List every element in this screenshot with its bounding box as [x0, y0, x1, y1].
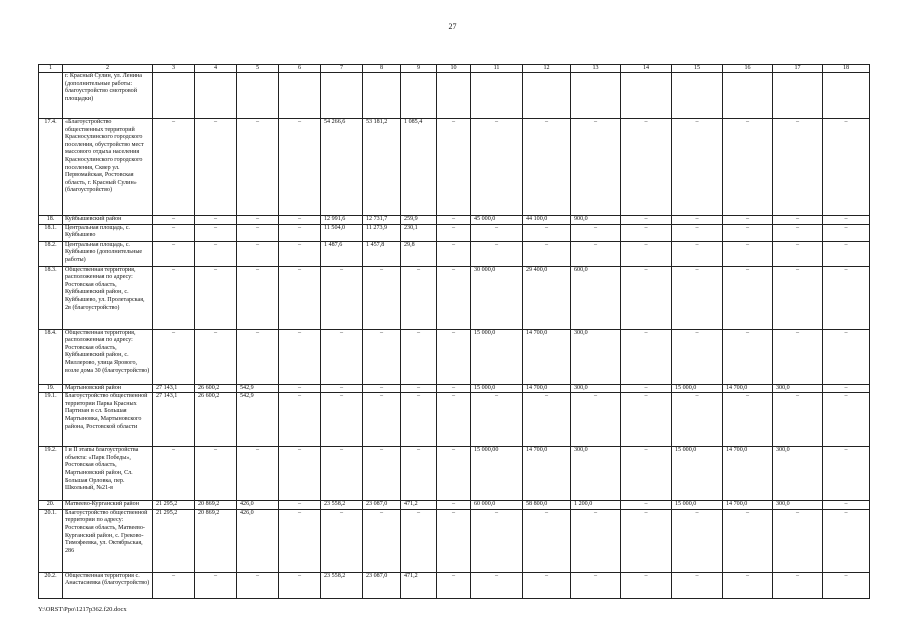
value-cell: 14 700,0 — [523, 329, 571, 384]
value-cell — [321, 73, 363, 119]
value-cell: – — [321, 384, 363, 393]
value-cell: 1 457,8 — [363, 241, 401, 266]
value-cell: 23 558,2 — [321, 572, 363, 598]
value-cell: – — [195, 572, 237, 598]
value-cell: – — [672, 509, 723, 572]
value-cell: – — [823, 119, 870, 216]
value-cell: – — [471, 119, 523, 216]
value-cell: – — [823, 216, 870, 225]
table-row — [39, 384, 870, 393]
value-cell: – — [153, 329, 195, 384]
value-cell: – — [321, 393, 363, 447]
value-cell: – — [437, 119, 471, 216]
value-cell: 1 200,0 — [571, 501, 621, 510]
row-name-cell: Благоустройство общественной территории по адресу: Ростовская область, Матвеево-Курганский район, с. Греково-Тимофеевка, ул. Октябрьская, 286 — [63, 509, 153, 572]
row-name-cell: Матвеево-Курганский район — [63, 501, 153, 510]
value-cell — [621, 73, 672, 119]
value-cell: 15 000,0 — [672, 501, 723, 510]
value-cell: – — [279, 224, 321, 241]
value-cell — [195, 73, 237, 119]
value-cell: 15 000,0 — [672, 384, 723, 393]
value-cell: – — [823, 393, 870, 447]
value-cell: – — [363, 384, 401, 393]
value-cell: – — [773, 241, 823, 266]
value-cell: – — [237, 216, 279, 225]
value-cell: – — [401, 447, 437, 501]
value-cell: – — [437, 447, 471, 501]
value-cell: – — [195, 447, 237, 501]
value-cell: – — [471, 509, 523, 572]
row-name-cell: Центральная площадь, с. Куйбышево (дополнительные работы) — [63, 241, 153, 266]
value-cell: – — [773, 572, 823, 598]
value-cell: – — [237, 119, 279, 216]
page-number: 27 — [448, 22, 457, 31]
value-cell: 15 000,0 — [471, 329, 523, 384]
value-cell: 23 558,2 — [321, 501, 363, 510]
value-cell: – — [363, 266, 401, 329]
table-row — [39, 509, 870, 572]
value-cell: – — [621, 266, 672, 329]
value-cell: 60 000,0 — [471, 501, 523, 510]
value-cell: – — [823, 266, 870, 329]
value-cell: 300,0 — [773, 384, 823, 393]
value-cell: – — [621, 447, 672, 501]
value-cell — [672, 73, 723, 119]
value-cell: 1 085,4 — [401, 119, 437, 216]
table-row — [39, 266, 870, 329]
value-cell: – — [523, 241, 571, 266]
value-cell: – — [672, 224, 723, 241]
row-name-cell: г. Красный Сулин, ул. Ленина (дополнительные работы: благоустройство смотровой площадки) — [63, 73, 153, 119]
value-cell: 12 731,7 — [363, 216, 401, 225]
value-cell: – — [773, 393, 823, 447]
value-cell: – — [823, 329, 870, 384]
value-cell: – — [621, 224, 672, 241]
value-cell: – — [363, 393, 401, 447]
value-cell: 58 800,0 — [523, 501, 571, 510]
column-header: 9 — [401, 65, 437, 73]
column-header: 5 — [237, 65, 279, 73]
value-cell: – — [672, 266, 723, 329]
column-header: 16 — [723, 65, 773, 73]
value-cell: – — [279, 119, 321, 216]
value-cell: – — [773, 266, 823, 329]
value-cell: – — [437, 572, 471, 598]
value-cell: – — [321, 266, 363, 329]
value-cell: – — [237, 329, 279, 384]
value-cell: – — [672, 119, 723, 216]
table-row — [39, 119, 870, 216]
value-cell: – — [823, 224, 870, 241]
value-cell: 14 700,0 — [723, 447, 773, 501]
value-cell: – — [523, 572, 571, 598]
value-cell: 300,0 — [571, 447, 621, 501]
row-name-cell: Общественная территория, расположенная по адресу: Ростовская область, Куйбышевский район, с. Миллерово, улица Ярового, возле дома 30 (благоустройство) — [63, 329, 153, 384]
value-cell: 14 700,0 — [523, 384, 571, 393]
value-cell: – — [523, 509, 571, 572]
column-header: 4 — [195, 65, 237, 73]
value-cell: – — [823, 509, 870, 572]
row-number-cell: 20.2. — [39, 572, 63, 598]
row-number-cell: 18.3. — [39, 266, 63, 329]
value-cell: 23 087,0 — [363, 501, 401, 510]
value-cell: – — [773, 224, 823, 241]
value-cell: – — [773, 216, 823, 225]
value-cell: 900,0 — [571, 216, 621, 225]
value-cell: 426,0 — [237, 509, 279, 572]
value-cell: – — [571, 393, 621, 447]
value-cell: 14 700,0 — [723, 501, 773, 510]
value-cell: – — [523, 119, 571, 216]
table-row — [39, 447, 870, 501]
value-cell: – — [437, 224, 471, 241]
value-cell: 21 295,2 — [153, 501, 195, 510]
value-cell: – — [195, 266, 237, 329]
row-number-cell: 20. — [39, 501, 63, 510]
value-cell: – — [153, 266, 195, 329]
value-cell: – — [621, 216, 672, 225]
row-name-cell: «Благоустройство общественных территорий Красносулинского городского поселения, обустройство мест массового отдыха населения Красносулинского городского поселения, Сквер ул. Первомайская, Ростовская область, г. Красный Сулин» (благоустройство) — [63, 119, 153, 216]
value-cell: 54 266,6 — [321, 119, 363, 216]
row-number-cell: 19.2. — [39, 447, 63, 501]
value-cell: – — [823, 447, 870, 501]
value-cell: – — [723, 266, 773, 329]
column-header: 14 — [621, 65, 672, 73]
value-cell: 44 100,0 — [523, 216, 571, 225]
value-cell: – — [237, 266, 279, 329]
value-cell — [401, 73, 437, 119]
value-cell: – — [621, 393, 672, 447]
value-cell: 23 087,0 — [363, 572, 401, 598]
table-row — [39, 241, 870, 266]
row-number-cell: 17.4. — [39, 119, 63, 216]
value-cell: – — [471, 224, 523, 241]
value-cell: – — [237, 447, 279, 501]
value-cell: – — [723, 224, 773, 241]
value-cell: – — [723, 241, 773, 266]
value-cell: – — [672, 572, 723, 598]
value-cell: 11 504,0 — [321, 224, 363, 241]
value-cell: 300,0 — [773, 447, 823, 501]
value-cell: – — [363, 447, 401, 501]
column-header: 8 — [363, 65, 401, 73]
value-cell: 29 400,0 — [523, 266, 571, 329]
value-cell: 15 000,0 — [471, 384, 523, 393]
table-row — [39, 393, 870, 447]
value-cell: – — [279, 572, 321, 598]
value-cell: – — [823, 241, 870, 266]
value-cell: – — [437, 329, 471, 384]
value-cell: 53 181,2 — [363, 119, 401, 216]
row-number-cell: 20.1. — [39, 509, 63, 572]
value-cell — [773, 73, 823, 119]
row-number-cell — [39, 73, 63, 119]
value-cell: – — [672, 241, 723, 266]
value-cell: – — [621, 509, 672, 572]
value-cell: – — [723, 572, 773, 598]
table-header-row — [39, 65, 870, 73]
value-cell: – — [153, 241, 195, 266]
value-cell: 27 143,1 — [153, 393, 195, 447]
value-cell: – — [195, 224, 237, 241]
column-header: 1 — [39, 65, 63, 73]
value-cell: – — [471, 393, 523, 447]
value-cell: 1 487,6 — [321, 241, 363, 266]
value-cell — [437, 73, 471, 119]
value-cell: 45 000,0 — [471, 216, 523, 225]
value-cell: – — [153, 224, 195, 241]
value-cell — [471, 73, 523, 119]
value-cell: – — [437, 393, 471, 447]
column-header: 12 — [523, 65, 571, 73]
column-header: 13 — [571, 65, 621, 73]
value-cell: – — [279, 501, 321, 510]
value-cell: – — [401, 509, 437, 572]
value-cell: – — [723, 393, 773, 447]
value-cell: – — [279, 241, 321, 266]
value-cell — [237, 73, 279, 119]
row-name-cell: Благоустройство общественной территории Парка Красных Партизан в сл. Большая Мартыновка, Мартыновского района, Ростовской области — [63, 393, 153, 447]
value-cell: – — [823, 572, 870, 598]
value-cell: – — [672, 216, 723, 225]
row-number-cell: 19. — [39, 384, 63, 393]
value-cell: – — [401, 266, 437, 329]
value-cell: – — [437, 509, 471, 572]
value-cell: – — [279, 329, 321, 384]
value-cell: – — [621, 384, 672, 393]
row-number-cell: 18.1. — [39, 224, 63, 241]
value-cell: – — [723, 216, 773, 225]
value-cell: – — [237, 224, 279, 241]
value-cell: – — [823, 501, 870, 510]
column-header: 15 — [672, 65, 723, 73]
value-cell: 300,0 — [571, 329, 621, 384]
value-cell: 20 869,2 — [195, 509, 237, 572]
value-cell: – — [571, 572, 621, 598]
column-header: 3 — [153, 65, 195, 73]
value-cell: 26 600,2 — [195, 384, 237, 393]
value-cell: 12 991,6 — [321, 216, 363, 225]
table-row — [39, 216, 870, 225]
row-number-cell: 19.1. — [39, 393, 63, 447]
table-row — [39, 501, 870, 510]
row-name-cell: Общественная территория с. Анастасиевка (благоустройство) — [63, 572, 153, 598]
value-cell: – — [153, 216, 195, 225]
value-cell: – — [523, 393, 571, 447]
value-cell: 30 000,0 — [471, 266, 523, 329]
value-cell: 600,0 — [571, 266, 621, 329]
value-cell: 11 273,9 — [363, 224, 401, 241]
value-cell: – — [363, 329, 401, 384]
value-cell: 542,9 — [237, 393, 279, 447]
value-cell: – — [195, 216, 237, 225]
value-cell: 230,1 — [401, 224, 437, 241]
value-cell: – — [237, 572, 279, 598]
data-table — [38, 64, 870, 599]
value-cell: – — [279, 509, 321, 572]
value-cell: – — [621, 501, 672, 510]
value-cell: 14 700,0 — [523, 447, 571, 501]
value-cell: – — [571, 119, 621, 216]
column-header: 10 — [437, 65, 471, 73]
value-cell: – — [621, 119, 672, 216]
value-cell: 300,0 — [773, 501, 823, 510]
table-row — [39, 572, 870, 598]
value-cell: – — [571, 241, 621, 266]
value-cell: – — [195, 329, 237, 384]
value-cell: 21 295,2 — [153, 509, 195, 572]
value-cell: – — [571, 224, 621, 241]
value-cell: – — [773, 329, 823, 384]
value-cell: – — [153, 447, 195, 501]
row-number-cell: 18.4. — [39, 329, 63, 384]
value-cell: – — [195, 241, 237, 266]
value-cell: – — [437, 266, 471, 329]
value-cell: – — [437, 384, 471, 393]
value-cell: 300,0 — [571, 384, 621, 393]
row-name-cell: Куйбышевский район — [63, 216, 153, 225]
value-cell: – — [401, 384, 437, 393]
value-cell: 471,2 — [401, 501, 437, 510]
value-cell: – — [401, 393, 437, 447]
value-cell: – — [471, 241, 523, 266]
value-cell — [279, 73, 321, 119]
value-cell: – — [321, 509, 363, 572]
value-cell: – — [621, 572, 672, 598]
value-cell: – — [773, 509, 823, 572]
column-header: 6 — [279, 65, 321, 73]
value-cell: – — [723, 329, 773, 384]
value-cell: 27 143,1 — [153, 384, 195, 393]
value-cell: – — [279, 266, 321, 329]
column-header: 2 — [63, 65, 153, 73]
row-number-cell: 18.2. — [39, 241, 63, 266]
file-path: Y:\ORST\Ppo\1217p362.f20.docx — [38, 606, 127, 613]
value-cell — [823, 73, 870, 119]
row-name-cell: I и II этапы благоустройства объекта: «Парк Победы», Ростовская область, Мартыновский район, Сл. Большая Орловка, пер. Школьный, №21-в — [63, 447, 153, 501]
value-cell: – — [621, 329, 672, 384]
column-header: 7 — [321, 65, 363, 73]
table-row — [39, 224, 870, 241]
value-cell: 29,8 — [401, 241, 437, 266]
value-cell: – — [195, 119, 237, 216]
value-cell: – — [723, 119, 773, 216]
value-cell — [723, 73, 773, 119]
table-row — [39, 329, 870, 384]
table-row — [39, 73, 870, 119]
value-cell: – — [523, 224, 571, 241]
value-cell — [571, 73, 621, 119]
value-cell: – — [363, 509, 401, 572]
value-cell: – — [773, 119, 823, 216]
row-name-cell: Общественная территория, расположенная по адресу: Ростовская область, Куйбышевский район, с. Куйбышево, ул. Пролетарская, 2в (благоустройство) — [63, 266, 153, 329]
value-cell: – — [437, 241, 471, 266]
value-cell — [153, 73, 195, 119]
value-cell: – — [279, 384, 321, 393]
value-cell: 15 000,0 — [672, 447, 723, 501]
value-cell — [363, 73, 401, 119]
row-name-cell: Центральная площадь, с. Куйбышево — [63, 224, 153, 241]
row-name-cell: Мартыновский район — [63, 384, 153, 393]
value-cell: – — [153, 572, 195, 598]
column-header: 18 — [823, 65, 870, 73]
value-cell: – — [401, 329, 437, 384]
row-number-cell: 18. — [39, 216, 63, 225]
value-cell: – — [437, 501, 471, 510]
value-cell: – — [471, 572, 523, 598]
value-cell: – — [321, 447, 363, 501]
value-cell: 259,9 — [401, 216, 437, 225]
value-cell: – — [321, 329, 363, 384]
value-cell: 14 700,0 — [723, 384, 773, 393]
value-cell: – — [571, 509, 621, 572]
value-cell: – — [621, 241, 672, 266]
value-cell: – — [723, 509, 773, 572]
value-cell: – — [153, 119, 195, 216]
value-cell: – — [823, 384, 870, 393]
value-cell: 471,2 — [401, 572, 437, 598]
value-cell: 26 600,2 — [195, 393, 237, 447]
value-cell: – — [237, 241, 279, 266]
value-cell — [523, 73, 571, 119]
value-cell: 15 000,00 — [471, 447, 523, 501]
value-cell: 20 869,2 — [195, 501, 237, 510]
value-cell: 426,0 — [237, 501, 279, 510]
value-cell: – — [279, 393, 321, 447]
value-cell: – — [437, 216, 471, 225]
value-cell: – — [279, 216, 321, 225]
value-cell: – — [672, 393, 723, 447]
column-header: 17 — [773, 65, 823, 73]
value-cell: – — [279, 447, 321, 501]
value-cell: 542,9 — [237, 384, 279, 393]
column-header: 11 — [471, 65, 523, 73]
value-cell: – — [672, 329, 723, 384]
